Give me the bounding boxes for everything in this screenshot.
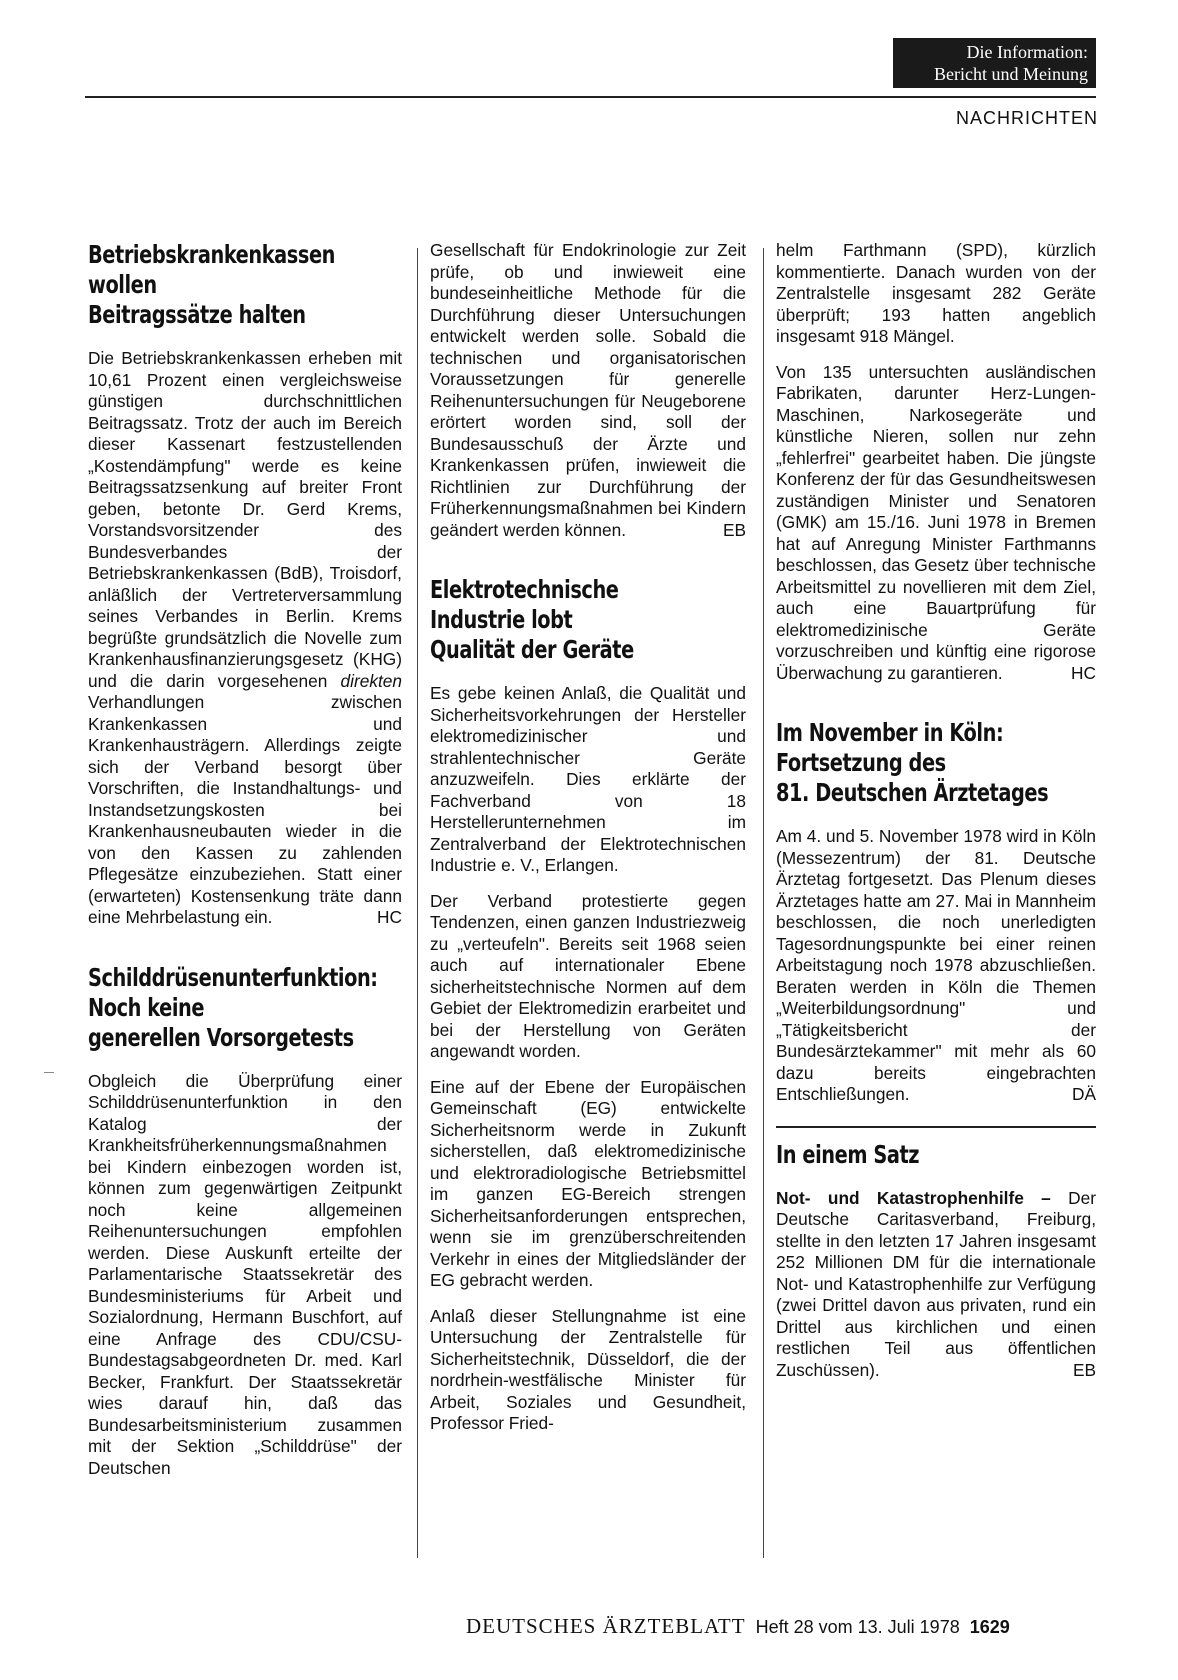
author-initials: HC xyxy=(1071,662,1096,683)
headline-line: Qualität der Geräte xyxy=(430,635,634,664)
headline-line: Betriebskrankenkassen xyxy=(88,240,335,269)
page-footer xyxy=(466,1614,1096,1639)
body-text: Am 4. und 5. November 1978 wird in Köln (Messezentrum) der 81. Deutsche Ärztetag fortgesetzt. Das Plenum dieses Ärztetages hatte am 27. Mai in Mannheim beschlossen, die noch unerledigten Tagesordnungspunkte bei einer reinen Arbeitstagung noch 1978 abzuschließen. Beraten werden in Köln die Themen „Weiterbildungsordnung" und „Tätigkeitsbericht der Bundesärztekammer" mit mehr als 60 dazu bereits eingebrachten Entschließungen. xyxy=(776,826,1096,1104)
article-body xyxy=(88,348,402,929)
author-initials: EB xyxy=(722,519,746,540)
headline-line: Im November in Köln: xyxy=(776,718,1004,747)
body-text: Die Betriebskrankenkassen erheben mit 10,61 Prozent einen vergleichsweise günstigen durchschnittlichen Beitragssatz. Trotz der auch im Bereich dieser Kassenart festzustellenden „Kostendämpfung" werde es keine Beitragssatzsenkung auf breiter Front geben, betonte Dr. Gerd Krems, Vorstandsvorsitzender des Bundesverbandes der Betriebskrankenkassen (BdB), Troisdorf, anläßlich der Vertreterversammlung seines Verbandes in Berlin. Krems begrüßte grundsätzlich die Novelle zum Krankenhausfinanzierungsgesetz (KHG) und die darin vorgesehenen xyxy=(88,348,402,691)
article-body: Der Verband protestierte gegen Tendenzen, einen ganzen Industriezweig zu „verteufeln". Bereits seit 1968 seien auch auf internationaler Ebene sicherheitstechnische Normen auf dem Gebiet der Elektromedizin erarbeitet und bei der Herstellung von Geräten angewandt worden. xyxy=(430,890,746,1061)
headline-line: wollen xyxy=(88,270,157,299)
headline-line: Fortsetzung des xyxy=(776,748,946,777)
column-2 xyxy=(430,240,746,1449)
emphasis-text: direkten xyxy=(340,670,402,691)
article-body xyxy=(430,240,746,541)
article-headline-aerztetag xyxy=(776,718,1095,808)
article-body: Obgleich die Überprüfung einer Schilddrüsenunterfunktion in den Katalog der Krankheitsfrüherkennungsmaßnahmen bei Kindern einbezogen worden ist, können zum gegenwärtigen Zeitpunkt noch keine allgemeinen Reihenuntersuchungen empfohlen werden. Diese Auskunft erteilte der Parlamentarische Staatssekretär des Bundesministeriums für Arbeit und Sozialordnung, Hermann Buschfort, auf eine Anfrage des CDU/CSU-Bundestagsabgeordneten Dr. med. Karl Becker, Frankfurt. Der Staatssekretär wies darauf hin, daß das Bundesarbeitsministerium zusammen mit der Sektion „Schilddrüse" der Deutschen xyxy=(88,1070,402,1478)
headline-line: Beitragssätze halten xyxy=(88,300,306,329)
body-text: Der Deutsche Caritasverband, Freiburg, stellte in den letzten 17 Jahren insgesamt 252 Millionen DM für die internationale Not- und Katastrophenhilfe zur Verfügung (zwei Drittel davon aus privaten, rund ein Drittel aus kirchlichen und einen restlichen Teil aus öffentlichen Zuschüssen). xyxy=(776,1187,1096,1380)
article-headline-in-einem-satz: In einem Satz xyxy=(776,1139,920,1169)
lead-in-text: Not- und Katastrophenhilfe – xyxy=(776,1187,1051,1208)
article-body xyxy=(776,826,1096,1106)
header-box-line2: Bericht und Meinung xyxy=(934,64,1088,84)
headline-line: Elektrotechnische xyxy=(430,575,619,604)
column-1 xyxy=(88,240,402,1493)
column-3 xyxy=(776,240,1096,1395)
margin-mark xyxy=(44,1072,54,1073)
article-body: Eine auf der Ebene der Europäischen Gemeinschaft (EG) entwickelte Sicherheitsnorm werde in Zukunft sicherstellen, daß elektromedizinische und elektroradiologische Betriebsmittel im ganzen EG-Bereich strengen Sicherheitsanforderungen entsprechen, wenn sie im grenzüberschreitenden Verkehr in eines der Mitgliedsländer der EG gebracht werden. xyxy=(430,1076,746,1290)
body-text: Von 135 untersuchten ausländischen Fabrikaten, darunter Herz-Lungen-Maschinen, Narkosegeräte und künstliche Nieren, sollen nur zehn „fehlerfrei" gearbeitet haben. Die jüngste Konferenz der für das Gesundheitswesen zuständigen Minister und Senatoren (GMK) am 15./16. Juni 1978 in Bremen hat auf Anregung Minister Farthmanns beschlossen, das Gesetz über technische Arbeitsmittel zu novellieren mit dem Ziel, auch eine Bauartprüfung für elektromedizinische Geräte vorzuschreiben und künftig eine rigorose Überwachung zu garantieren. xyxy=(776,361,1096,683)
article-body: Es gebe keinen Anlaß, die Qualität und Sicherheitsvorkehrungen der Hersteller elektromedizinischer und strahlentechnischer Geräte anzuzweifeln. Dies erklärte der Fachverband von 18 Herstellerunternehmen im Zentralverband der Elektrotechnischen Industrie e. V., Erlangen. xyxy=(430,683,746,875)
page-number: 1629 xyxy=(969,1617,1010,1637)
headline-line: Schilddrüsenunterfunktion: xyxy=(88,962,378,992)
header-rule xyxy=(85,96,1096,98)
section-header-box xyxy=(893,38,1096,88)
section-label: NACHRICHTEN xyxy=(955,108,1098,128)
journal-name: DEUTSCHES ÄRZTEBLATT xyxy=(466,1614,746,1638)
article-headline-schilddruese xyxy=(88,963,401,1053)
article-body: Anlaß dieser Stellungnahme ist eine Untersuchung der Zentralstelle für Sicherheitstechnik, Düsseldorf, die der nordrhein-westfälische Minister für Arbeit, Soziales und Gesundheit, Professor Fried- xyxy=(430,1305,746,1433)
article-body xyxy=(776,362,1096,685)
author-initials: EB xyxy=(1072,1359,1096,1380)
headline-line: Noch keine xyxy=(88,992,205,1022)
section-rule xyxy=(776,1126,1096,1128)
article-headline-betriebskrankenkassen xyxy=(88,240,401,330)
header-box-line1: Die Information: xyxy=(966,42,1088,62)
headline-line: 81. Deutschen Ärztetages xyxy=(776,778,1049,807)
article-body: helm Farthmann (SPD), kürzlich kommentierte. Danach wurden von der Zentralstelle insgesamt 282 Geräte überprüft; 193 hatten angeblich insgesamt 918 Mängel. xyxy=(776,240,1096,346)
article-body xyxy=(776,1188,1096,1382)
headline-line: generellen Vorsorgetests xyxy=(88,1022,354,1052)
column-divider-2 xyxy=(763,248,764,1558)
body-text: Gesellschaft für Endokrinologie zur Zeit prüfe, ob und inwieweit eine bundeseinheitliche Methode für die Durchführung dieser Untersuchungen entwickelt werden solle. Sobald die technischen und organisatorischen Voraussetzungen für generelle Reihenuntersuchungen für Neugeborene erörtert worden sind, soll der Bundesausschuß der Ärzte und Krankenkassen prüfen, inwieweit die Richtlinien zur Durchführung der Früherkennungsmaßnahmen bei Kindern geändert werden können. xyxy=(430,240,746,540)
issue-info: Heft 28 vom 13. Juli 1978 xyxy=(755,1617,960,1637)
author-initials: HC xyxy=(377,907,402,927)
article-headline-elektrotechnik xyxy=(430,575,745,665)
headline-line: Industrie lobt xyxy=(430,605,573,634)
author-initials: DÄ xyxy=(1071,1084,1096,1104)
column-divider-1 xyxy=(417,248,418,1558)
body-text: Verhandlungen zwischen Krankenkassen und Krankenhausträgern. Allerdings zeigte sich der Verband besorgt über Vorschriften, die Instandhaltungs- und Instandsetzungskosten bei Krankenhausneubauten wieder in die von den Kassen zu zahlenden Pflegesätze einzubeziehen. Statt einer (erwarteten) Kostensenkung träte dann eine Mehrbelastung ein. xyxy=(88,692,402,927)
